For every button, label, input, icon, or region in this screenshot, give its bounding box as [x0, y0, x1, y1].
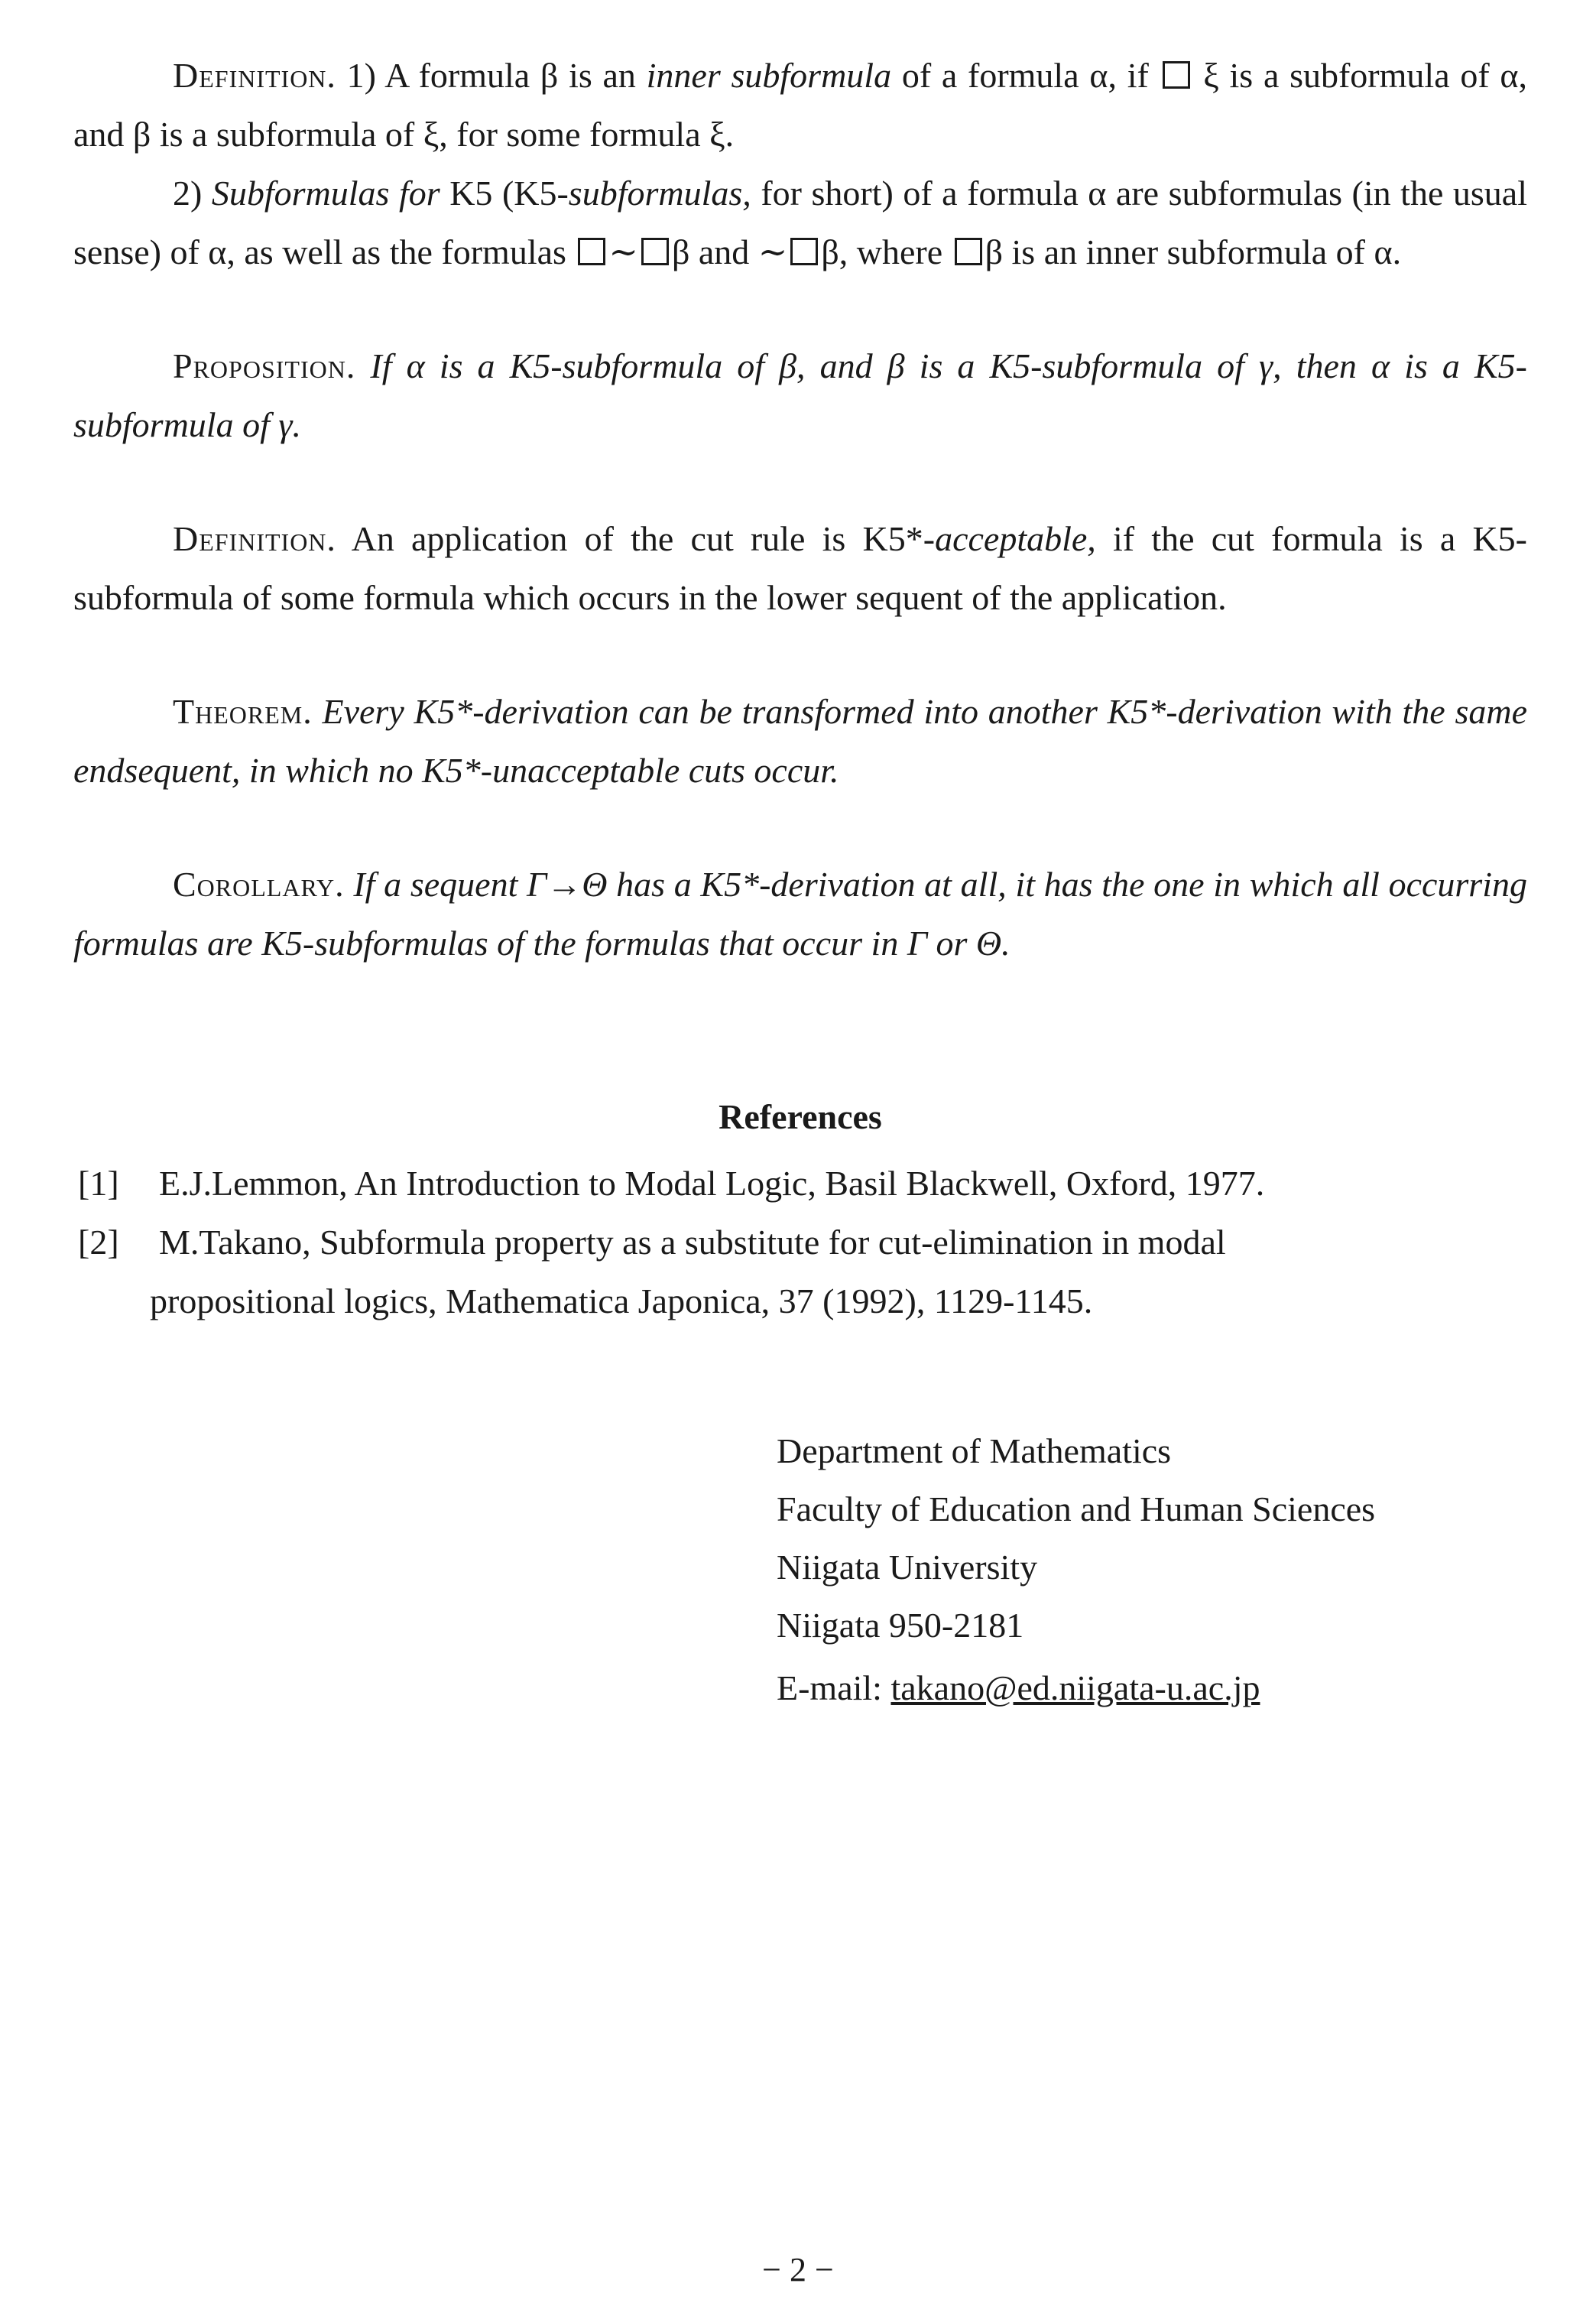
definition1-p1-suffix: of a formula α, if: [891, 56, 1149, 95]
paper-page: [73, 46, 1527, 1717]
definition1-paragraph1: [73, 46, 1527, 164]
box-operator-icon: [790, 238, 818, 265]
definition2-text-a: An application of the cut rule is K5*-: [351, 519, 936, 558]
address-email-line: [777, 1659, 1527, 1717]
reference-number: [1]: [78, 1164, 119, 1203]
reference-item-2: [73, 1213, 1527, 1330]
reference-text-line2: propositional logics, Mathematica Japonica, 37 (1992), 1129-1145.: [150, 1281, 1093, 1320]
theorem-paragraph: [73, 682, 1527, 800]
definition1-subformulas-term: Subformulas for: [211, 174, 440, 213]
definition2-acceptable-term: acceptable,: [935, 519, 1096, 558]
definition1-p2-f1-mid: ∼: [608, 232, 638, 271]
reference-text: E.J.Lemmon, An Introduction to Modal Logic, Basil Blackwell, Oxford, 1977.: [159, 1164, 1265, 1203]
box-operator-icon: [578, 238, 605, 265]
email-label: E-mail:: [777, 1668, 891, 1707]
definition1-inner-subformula-term: inner subformula: [646, 56, 892, 95]
references-heading: References: [719, 1097, 882, 1136]
definition2-text-b: if the cut formula is a K5-subformula of some formula which occurs in the lower sequent of the application.: [73, 519, 1527, 617]
address-department: Department of Mathematics: [777, 1431, 1172, 1470]
corollary-label: Corollary.: [173, 865, 345, 904]
definition2-paragraph: [73, 509, 1527, 627]
theorem-text: Every K5*-derivation can be transformed into another K5*-derivation with the same endsequent, in which no K5*-unacceptable cuts occur.: [73, 692, 1528, 790]
definition1-paragraph2: [73, 164, 1527, 281]
address-university: Niigata University: [777, 1548, 1038, 1587]
definition1-p2-tail: β is an inner subformula of α.: [985, 232, 1402, 271]
proposition-label: Proposition.: [173, 346, 356, 385]
box-operator-icon: [1163, 61, 1190, 89]
definition1-k5-subformulas-term: subformulas,: [568, 174, 751, 213]
proposition-paragraph: [73, 336, 1527, 454]
definition1-p2-f2-end: β, where: [821, 232, 952, 271]
page-number: − 2 −: [762, 2251, 834, 2288]
definition1-p2-k5: K5 (K5-: [440, 174, 569, 213]
corollary-paragraph: [73, 855, 1527, 973]
email-link[interactable]: takano@ed.niigata-u.ac.jp: [890, 1668, 1260, 1707]
address-city-postcode: Niigata 950-2181: [777, 1606, 1024, 1645]
definition1-p1-prefix: 1) A formula β is an: [346, 56, 647, 95]
corollary-text: If a sequent Γ→Θ has a K5*-derivation at all, it has the one in which all occurring formulas are K5-subformulas of the formulas that occur in Γ or Θ.: [73, 865, 1527, 963]
author-address: [777, 1422, 1527, 1717]
definition1-p2-num: 2): [173, 174, 212, 213]
box-operator-icon: [955, 238, 982, 265]
reference-text-line1: M.Takano, Subformula property as a substitute for cut-elimination in modal: [159, 1223, 1226, 1262]
box-operator-icon: [641, 238, 669, 265]
reference-number: [2]: [78, 1223, 119, 1262]
address-faculty: Faculty of Education and Human Sciences: [777, 1489, 1376, 1528]
definition2-label: Definition.: [173, 519, 336, 558]
definition1-p2-rest: for short) of a formula α are subformulas (in the usual sense) of α, as well as the formulas: [73, 174, 1527, 271]
reference-item-1: [73, 1154, 1527, 1213]
proposition-text: If α is a K5-subformula of β, and β is a K5-subformula of γ, then α is a K5-subformula of γ.: [73, 346, 1527, 444]
theorem-label: Theorem.: [173, 692, 313, 731]
definition1-p1-line2: ξ is a subformula of α, and β is a subformula of ξ, for some formula ξ.: [73, 56, 1527, 154]
definition1-p2-f1-end: β and ∼: [671, 232, 788, 271]
definition1-label: Definition.: [173, 56, 336, 95]
